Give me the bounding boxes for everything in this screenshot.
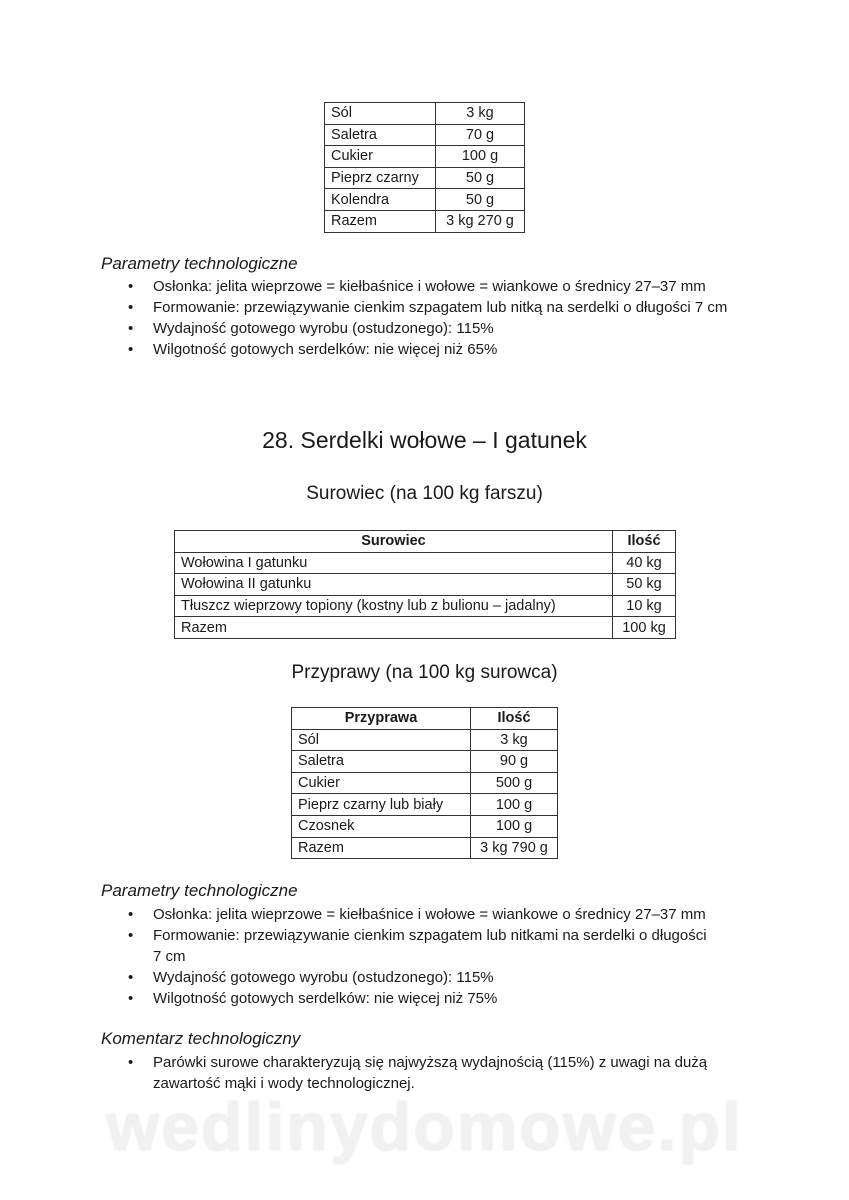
params-heading: Parametry technologiczne (101, 254, 298, 273)
cell: 500 g (471, 772, 558, 794)
cell: 100 g (471, 815, 558, 837)
cell: 100 g (436, 146, 525, 168)
cell: 100 kg (613, 617, 676, 639)
cell: Pieprz czarny lub biały (292, 794, 471, 816)
list-item: • Formowanie: przewiązywanie cienkim szpagatem lub nitką na serdelki o długości 7 cm (128, 297, 753, 318)
table-row (325, 189, 525, 211)
cell: 3 kg (471, 729, 558, 751)
cell: Sól (325, 103, 436, 125)
cell: 100 g (471, 794, 558, 816)
cell: Tłuszcz wieprzowy topiony (kostny lub z bulionu – jadalny) (175, 595, 613, 617)
table-row (325, 124, 525, 146)
spice-table-top (324, 102, 525, 233)
przyprawy-heading: Przyprawy (na 100 kg surowca) (291, 662, 558, 683)
table-header-row (292, 708, 558, 730)
table-row (175, 574, 676, 596)
cell: 50 g (436, 167, 525, 189)
column-header: Ilość (471, 708, 558, 730)
list-item: • Wydajność gotowego wyrobu (ostudzonego): 115% (128, 967, 718, 988)
cell: Kolendra (325, 189, 436, 211)
cell: Czosnek (292, 815, 471, 837)
list-item: • Wilgotność gotowych serdelków: nie więcej niż 75% (128, 988, 718, 1009)
list-item: • Wilgotność gotowych serdelków: nie więcej niż 65% (128, 339, 753, 360)
table-row (292, 837, 558, 859)
cell: Razem (325, 210, 436, 232)
params-list (128, 276, 753, 360)
cell: Cukier (325, 146, 436, 168)
table-row (325, 167, 525, 189)
watermark: wedlinydomowe.pl (106, 1089, 743, 1165)
column-header: Przyprawa (292, 708, 471, 730)
params-list (128, 904, 718, 1009)
list-item: • Osłonka: jelita wieprzowe = kiełbaśnice i wołowe = wiankowe o średnicy 27–37 mm (128, 904, 718, 925)
table-row (292, 794, 558, 816)
table-row (325, 146, 525, 168)
section-title: 28. Serdelki wołowe – I gatunek (262, 427, 587, 453)
cell: Sól (292, 729, 471, 751)
table-row (292, 751, 558, 773)
table-row (292, 772, 558, 794)
column-header: Surowiec (175, 531, 613, 553)
przyprawy-table (291, 707, 558, 859)
comment-heading: Komentarz technologiczny (101, 1029, 301, 1048)
cell: 40 kg (613, 552, 676, 574)
table-row (325, 103, 525, 125)
cell: 90 g (471, 751, 558, 773)
cell: 50 g (436, 189, 525, 211)
table-row (175, 552, 676, 574)
table-row (292, 815, 558, 837)
table-header-row (175, 531, 676, 553)
cell: Saletra (325, 124, 436, 146)
cell: 3 kg (436, 103, 525, 125)
cell: Cukier (292, 772, 471, 794)
list-item: • Osłonka: jelita wieprzowe = kiełbaśnice i wołowe = wiankowe o średnicy 27–37 mm (128, 276, 753, 297)
cell: Wołowina II gatunku (175, 574, 613, 596)
table-row (325, 210, 525, 232)
table-row (292, 729, 558, 751)
list-item: • Parówki surowe charakteryzują się najwyższą wydajnością (115%) z uwagi na dużą zawartość mąki i wody technologicznej. (128, 1052, 728, 1094)
cell: Pieprz czarny (325, 167, 436, 189)
cell: Wołowina I gatunku (175, 552, 613, 574)
cell: Saletra (292, 751, 471, 773)
surowiec-table (174, 530, 676, 639)
list-item: • Formowanie: przewiązywanie cienkim szpagatem lub nitkami na serdelki o długości 7 cm (128, 925, 718, 967)
cell: Razem (292, 837, 471, 859)
list-item: • Wydajność gotowego wyrobu (ostudzonego): 115% (128, 318, 753, 339)
table-row (175, 617, 676, 639)
params-heading: Parametry technologiczne (101, 881, 298, 900)
cell: Razem (175, 617, 613, 639)
surowiec-heading: Surowiec (na 100 kg farszu) (306, 483, 543, 504)
cell: 50 kg (613, 574, 676, 596)
cell: 10 kg (613, 595, 676, 617)
column-header: Ilość (613, 531, 676, 553)
table-row (175, 595, 676, 617)
cell: 70 g (436, 124, 525, 146)
cell: 3 kg 270 g (436, 210, 525, 232)
cell: 3 kg 790 g (471, 837, 558, 859)
